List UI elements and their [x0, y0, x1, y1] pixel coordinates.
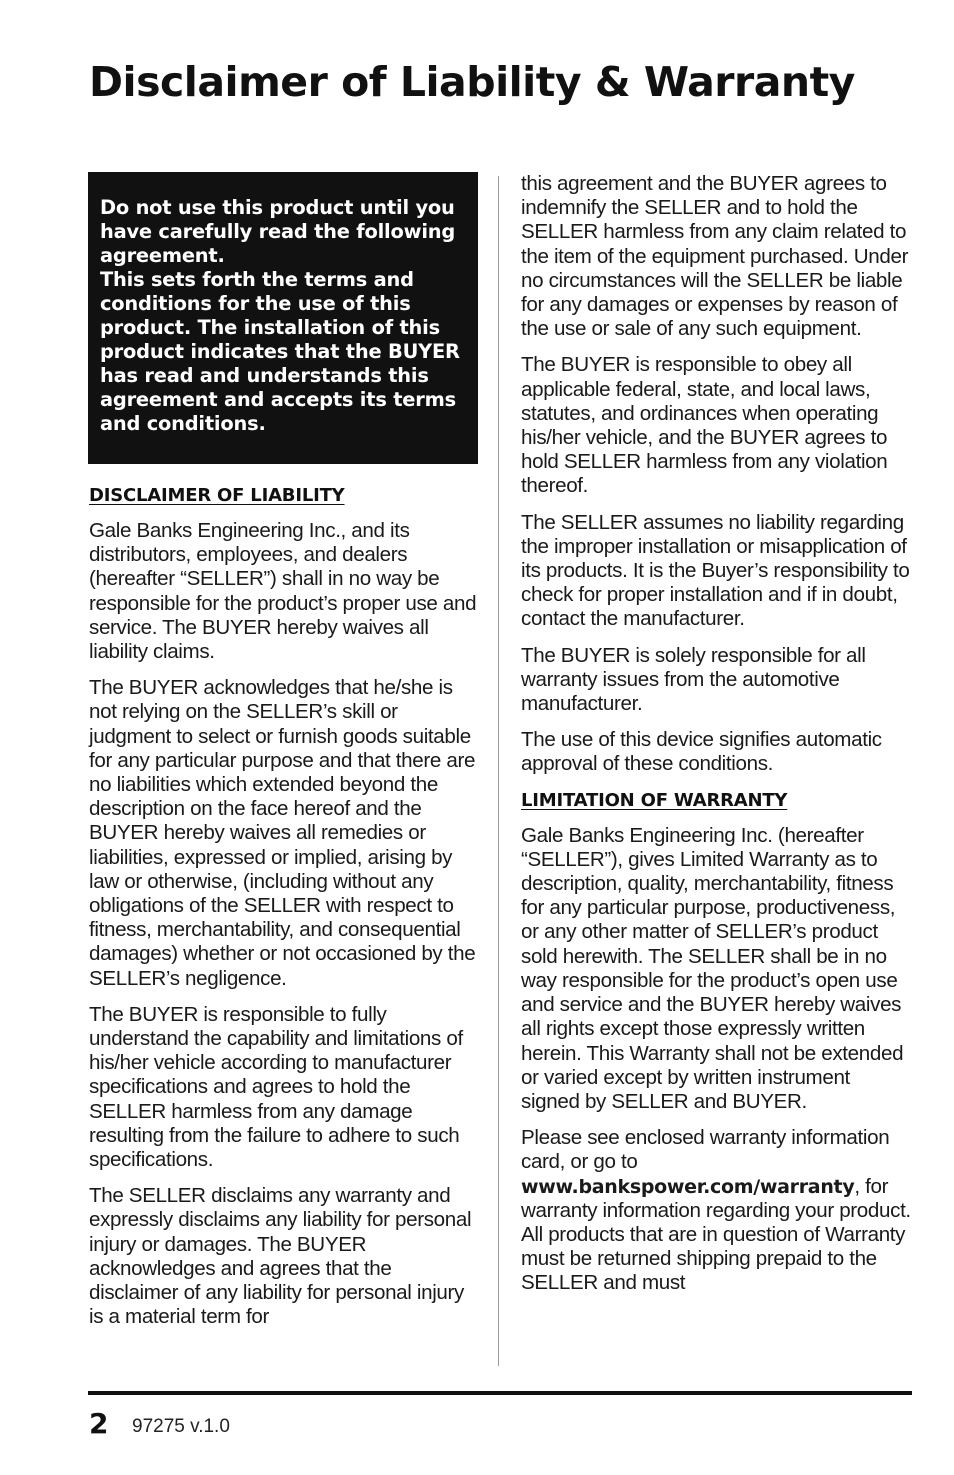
left-column — [88, 172, 478, 1342]
disclaimer-paragraph-9: The use of this device signifies automatic approval of these conditions. — [521, 728, 882, 776]
notice-line-2: This sets forth the terms and conditions for the use of this product. The installation of this product indicates that the BUYER has read and understands this agreement and accepts its terms and conditions. — [100, 268, 460, 435]
warranty-paragraph-1: Gale Banks Engineering Inc. (hereafter “SELLER”), gives Limited Warranty as to description, quality, merchantability, fitness for any particular purpose, productiveness, or any other matter of SELLER’s product sold herewith. The SELLER shall be in no way responsible for the product’s open use and service and the BUYER hereby waives all rights except those expressly written herein. This Warranty shall not be extended or varied except by written instrument signed by SELLER and BUYER. — [521, 823, 904, 1113]
disclaimer-paragraph-4: The SELLER disclaims any warranty and expressly disclaims any liability for personal injury or damages. The BUYER acknowledges and agrees that the disclaimer of any liability for personal injury is a material term for — [89, 1184, 472, 1329]
disclaimer-paragraph-3: The BUYER is responsible to fully understand the capability and limitations of his/her vehicle according to manufacturer specifications and agrees to hold the SELLER harmless from any damage resulting from the failure to adhere to such specifications. — [89, 1002, 463, 1172]
disclaimer-paragraph-5: this agreement and the BUYER agrees to indemnify the SELLER and to hold the SELLER harmless from any claim related to the item of the equipment purchased. Under no circumstances will the SELLER be liable for any damages or expenses by reason of the use or sale of any such equipment. — [521, 172, 909, 341]
column-divider — [498, 176, 499, 1366]
disclaimer-paragraph-8: The BUYER is solely responsible for all warranty issues from the automotive manufacturer. — [521, 643, 866, 716]
disclaimer-heading: DISCLAIMER OF LIABILITY — [89, 485, 345, 506]
warranty-text-after-link: , for warranty information regarding your product. All products that are in question of Warranty must be returned shipping prepaid to the SELLER and must — [521, 1174, 911, 1295]
warranty-url-link[interactable]: www.bankspower.com/warranty — [521, 1175, 855, 1198]
warranty-heading: LIMITATION OF WARRANTY — [521, 789, 788, 811]
warranty-text-before-link: Please see enclosed warranty information card, or go to — [521, 1126, 890, 1174]
notice-line-1: Do not use this product until you have carefully read the following agreement. — [100, 196, 456, 267]
document-code: 97275 v.1.0 — [132, 1416, 230, 1437]
page-number: 2 — [89, 1407, 109, 1440]
disclaimer-paragraph-7: The SELLER assumes no liability regarding the improper installation or misapplication of its products. It is the Buyer’s responsibility to check for proper installation and if in doubt, contact the manufacturer. — [521, 510, 910, 631]
notice-box — [88, 172, 478, 464]
right-column — [520, 172, 912, 1308]
disclaimer-paragraph-2: The BUYER acknowledges that he/she is not relying on the SELLER’s skill or judgment to select or furnish goods suitable for any particular purpose and that there are no liabilities which extended beyond the description on the face hereof and the BUYER hereby waives all remedies or liabilities, expressed or implied, arising by law or otherwise, (including without any obligations of the SELLER with respect to fitness, merchantability, and consequential damages) whether or not occasioned by the SELLER’s negligence. — [89, 676, 476, 990]
footer-rule — [88, 1391, 912, 1395]
warranty-paragraph-2 — [521, 1126, 912, 1295]
disclaimer-paragraph-1: Gale Banks Engineering Inc., and its distributors, employees, and dealers (hereafter “SELLER”) shall in no way be responsible for the product’s proper use and service. The BUYER hereby waives all liability claims. — [89, 519, 477, 664]
disclaimer-paragraph-6: The BUYER is responsible to obey all applicable federal, state, and local laws, statutes, and ordinances when operating his/her vehicle, and the BUYER agrees to hold SELLER harmless from any violation thereof. — [521, 353, 888, 498]
page-title: Disclaimer of Liability & Warranty — [89, 58, 855, 106]
